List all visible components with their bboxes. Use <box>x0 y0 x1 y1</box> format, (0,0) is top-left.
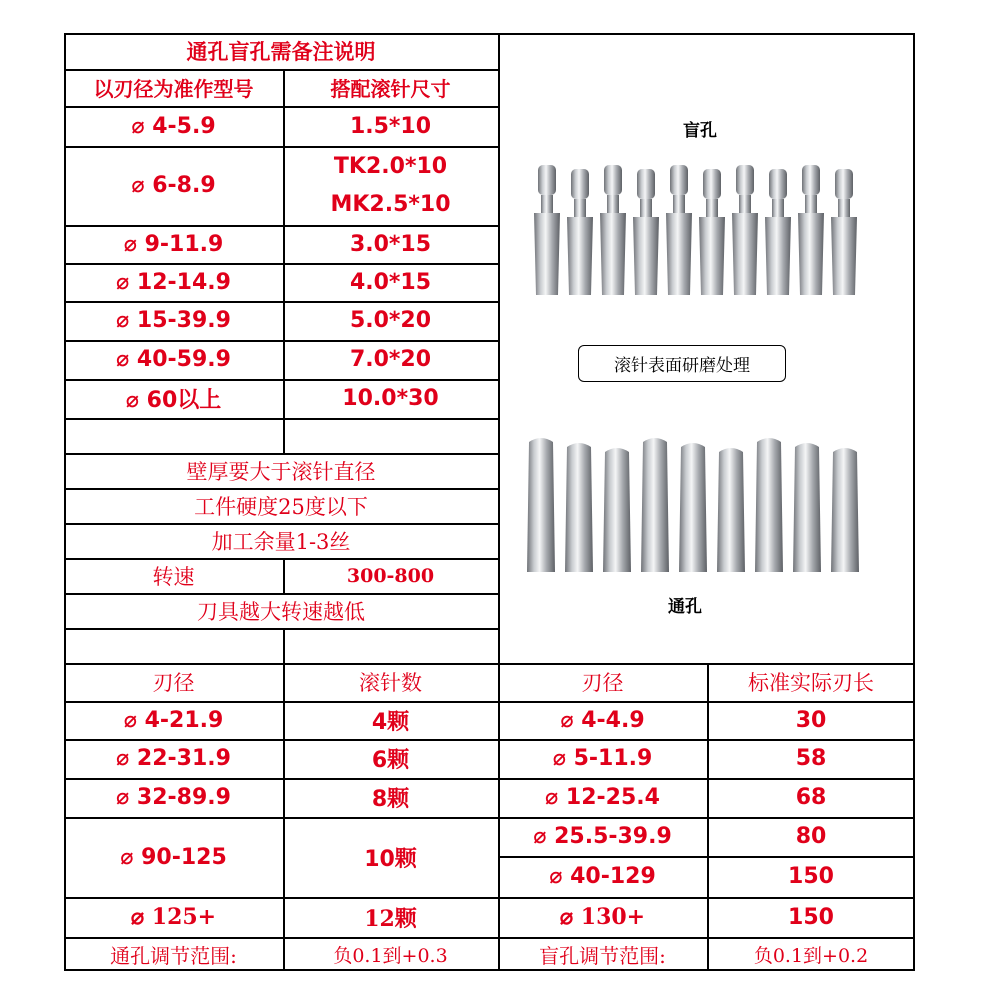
divider <box>283 418 285 453</box>
length-cell: 58 <box>795 746 827 771</box>
pin-shape <box>717 448 745 572</box>
divider <box>64 418 498 420</box>
diameter-cell: ⌀ 40-59.9 <box>116 347 231 372</box>
divider <box>498 33 500 663</box>
pin-shape <box>603 448 631 572</box>
pin-shape <box>755 438 783 572</box>
header-standard-length: 标准实际刃长 <box>748 671 874 695</box>
diameter-cell: ⌀ 32-89.9 <box>116 785 231 810</box>
note-allowance: 加工余量1-3丝 <box>211 529 351 554</box>
through-hole-label: 通孔 <box>668 597 702 617</box>
pin-shape <box>666 165 692 295</box>
pin-shape <box>633 169 659 295</box>
needle-cell: 7.0*20 <box>349 347 432 372</box>
length-cell: 68 <box>795 785 827 810</box>
needle-cell: 5.0*20 <box>349 308 432 333</box>
header-diameter-model: 以刃径为准作型号 <box>93 77 254 101</box>
note-hardness: 工件硬度25度以下 <box>194 494 368 519</box>
header-needle-size: 搭配滚针尺寸 <box>330 77 451 101</box>
pin-shape <box>798 165 824 295</box>
needle-cell <box>283 146 498 225</box>
count-cell: 6颗 <box>371 748 410 773</box>
length-cell: 150 <box>788 864 834 889</box>
pin-shape <box>600 165 626 295</box>
diameter-cell: ⌀ 5-11.9 <box>552 746 653 771</box>
note-wall-thickness: 壁厚要大于滚针直径 <box>186 459 376 484</box>
table-title: 通孔盲孔需备注说明 <box>186 39 376 64</box>
divider <box>283 628 285 663</box>
needle-size: TK2.0*10 <box>333 153 448 179</box>
blind-hole-label: 盲孔 <box>683 121 717 141</box>
pin-shape <box>732 165 758 295</box>
diameter-cell: ⌀ 130+ <box>559 904 646 930</box>
through-hole-range-label: 通孔调节范围: <box>110 943 237 968</box>
diameter-cell: ⌀ 12-25.4 <box>545 785 660 810</box>
note-speed: 刀具越大转速越低 <box>197 599 365 624</box>
pin-shape <box>765 169 791 295</box>
through-hole-pins-image <box>515 432 875 582</box>
diameter-cell: ⌀ 12-14.9 <box>116 269 231 295</box>
count-cell: 4颗 <box>371 709 410 735</box>
divider <box>64 628 498 630</box>
length-cell: 80 <box>795 824 827 849</box>
length-cell: 30 <box>795 707 827 733</box>
pin-shape <box>565 443 593 572</box>
diameter-cell: ⌀ 6-8.9 <box>131 173 216 198</box>
through-hole-range-value: 负0.1到+0.3 <box>333 944 448 967</box>
count-cell: 8颗 <box>371 787 410 812</box>
needle-cell: 1.5*10 <box>349 113 432 139</box>
pin-shape <box>534 165 560 295</box>
needle-cell: 4.0*15 <box>349 269 432 295</box>
count-cell: 10颗 <box>364 846 417 872</box>
blind-hole-range-label: 盲孔调节范围: <box>539 943 666 968</box>
diameter-cell: ⌀ 125+ <box>130 904 217 930</box>
pin-shape <box>793 443 821 572</box>
length-cell: 150 <box>788 904 834 930</box>
diameter-cell: ⌀ 4-5.9 <box>131 113 216 139</box>
blind-hole-range-value: 负0.1到+0.2 <box>753 944 869 967</box>
diameter-cell: ⌀ 90-125 <box>120 844 227 870</box>
diameter-cell: ⌀ 22-31.9 <box>116 746 231 771</box>
header-blade-diameter: 刃径 <box>581 671 624 695</box>
pin-shape <box>679 443 707 572</box>
needle-cell: 10.0*30 <box>342 386 439 411</box>
speed-label: 转速 <box>152 564 195 589</box>
needle-cell: 3.0*15 <box>349 231 432 257</box>
pin-shape <box>641 438 669 572</box>
pin-shape <box>831 448 859 572</box>
diameter-cell: ⌀ 9-11.9 <box>123 231 224 257</box>
header-blade-diameter: 刃径 <box>152 671 195 695</box>
pin-shape <box>567 169 593 295</box>
diameter-cell: ⌀ 4-21.9 <box>123 707 224 733</box>
diameter-cell: ⌀ 25.5-39.9 <box>533 824 672 849</box>
count-cell: 12颗 <box>364 905 417 932</box>
pin-shape <box>699 169 725 295</box>
header-needle-count: 滚针数 <box>359 671 422 695</box>
diameter-cell: ⌀ 4-4.9 <box>560 707 645 733</box>
diameter-cell: ⌀ 60以上 <box>125 388 222 413</box>
surface-treatment-label: 滚针表面研磨处理 <box>578 345 786 382</box>
diameter-cell: ⌀ 15-39.9 <box>116 308 231 333</box>
speed-value: 300-800 <box>346 564 435 587</box>
blind-hole-pins-image <box>525 155 870 305</box>
pin-shape <box>831 169 857 295</box>
needle-size: MK2.5*10 <box>330 191 451 217</box>
diameter-cell: ⌀ 40-129 <box>549 864 656 889</box>
pin-shape <box>527 438 555 572</box>
